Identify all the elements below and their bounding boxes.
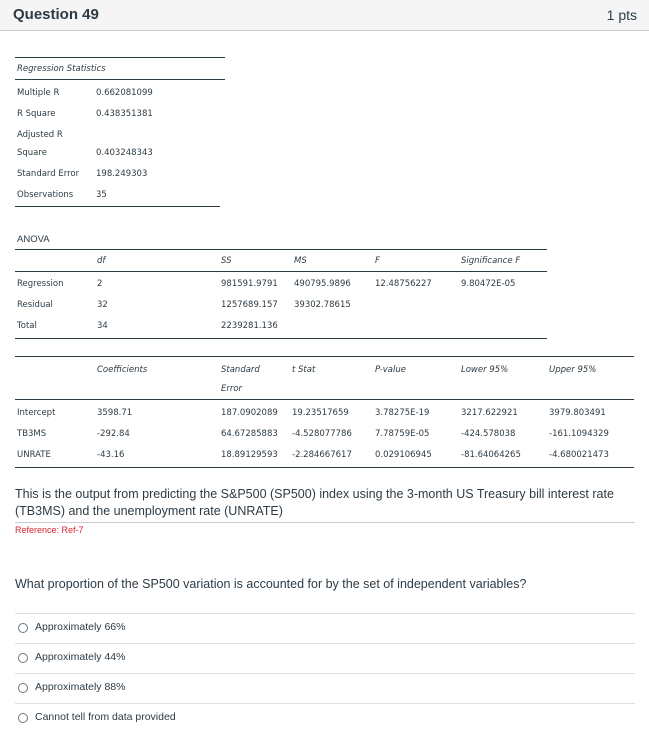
coef-header-coefficients: Coefficients (97, 365, 148, 375)
coef-header-upper: Upper 95% (549, 365, 597, 375)
coef-lower: -81.64064265 (461, 450, 521, 460)
anova-df: 34 (97, 321, 108, 331)
coef-se: 187.0902089 (221, 408, 278, 418)
radio-button[interactable] (18, 713, 28, 723)
anova-sig: 9.80472E-05 (461, 279, 516, 289)
anova-ms: 490795.9896 (294, 279, 351, 289)
coef-t: 19.23517659 (292, 408, 349, 418)
divider (15, 522, 635, 523)
anova-f: 12.48756227 (375, 279, 432, 289)
coef-t: -2.284667617 (292, 450, 352, 460)
coef-header-se-line2: Error (221, 384, 243, 394)
description-line-2: (TB3MS) and the unemployment rate (UNRATE) (15, 504, 283, 518)
anova-header-sig: Significance F (461, 256, 521, 266)
coef-header-se: Standard (221, 365, 260, 375)
anova-header-ss: SS (221, 256, 232, 266)
stat-label: Observations (17, 190, 74, 200)
stat-value: 0.403248343 (96, 148, 153, 158)
answer-option[interactable] (15, 673, 635, 703)
table-rule (15, 206, 220, 207)
coef-upper: 3979.803491 (549, 408, 606, 418)
coef-header-p: P-value (375, 365, 406, 375)
stat-label: R Square (17, 109, 56, 119)
table-rule (15, 249, 547, 250)
stat-value: 35 (96, 190, 107, 200)
stat-value: 0.438351381 (96, 109, 153, 119)
stat-label: Square (17, 148, 47, 158)
stat-value: 0.662081099 (96, 88, 153, 98)
table-rule (15, 79, 225, 80)
radio-button[interactable] (18, 623, 28, 633)
anova-header-f: F (375, 256, 380, 266)
description-line-1: This is the output from predicting the S&P500 (SP500) index using the 3-month US Treasury bill interest rate (15, 487, 614, 501)
coef-header-lower: Lower 95% (461, 365, 509, 375)
answer-option[interactable] (15, 643, 635, 673)
stat-label: Multiple R (17, 88, 60, 98)
anova-ms: 39302.78615 (294, 300, 351, 310)
coef-p: 3.78275E-19 (375, 408, 430, 418)
anova-row-label: Total (17, 321, 37, 331)
anova-df: 2 (97, 279, 103, 289)
anova-ss: 2239281.136 (221, 321, 278, 331)
coef-value: -43.16 (97, 450, 125, 460)
answer-option[interactable] (15, 613, 635, 643)
coef-t: -4.528077786 (292, 429, 352, 439)
stat-value: 198.249303 (96, 169, 148, 179)
coef-row-label: UNRATE (17, 450, 51, 460)
coef-upper: -4.680021473 (549, 450, 609, 460)
anova-df: 32 (97, 300, 108, 310)
table-rule (15, 271, 547, 272)
answer-label[interactable]: Approximately 88% (35, 681, 126, 693)
anova-title: ANOVA (17, 234, 50, 245)
question-header (0, 0, 649, 31)
coef-row-label: TB3MS (17, 429, 47, 439)
radio-button[interactable] (18, 653, 28, 663)
answer-label[interactable]: Cannot tell from data provided (35, 711, 176, 723)
table-rule (15, 356, 634, 357)
question-prompt: What proportion of the SP500 variation is accounted for by the set of independent variables? (15, 577, 527, 591)
question-title: Question 49 (13, 6, 99, 23)
anova-ss: 1257689.157 (221, 300, 278, 310)
coef-upper: -161.1094329 (549, 429, 609, 439)
coef-value: 3598.71 (97, 408, 133, 418)
answer-option[interactable] (15, 703, 635, 733)
radio-button[interactable] (18, 683, 28, 693)
coef-se: 64.67285883 (221, 429, 278, 439)
anova-row-label: Residual (17, 300, 53, 310)
answer-label[interactable]: Approximately 66% (35, 621, 126, 633)
answer-label[interactable]: Approximately 44% (35, 651, 126, 663)
stat-label: Standard Error (17, 169, 80, 179)
table-rule (15, 467, 634, 468)
anova-ss: 981591.9791 (221, 279, 278, 289)
coef-p: 0.029106945 (375, 450, 432, 460)
table-rule (15, 57, 225, 58)
anova-header-ms: MS (294, 256, 307, 266)
question-description (15, 486, 640, 520)
coef-p: 7.78759E-05 (375, 429, 430, 439)
reference-link[interactable]: Reference: Ref-7 (15, 525, 84, 535)
anova-row-label: Regression (17, 279, 64, 289)
question-points: 1 pts (606, 7, 637, 23)
coef-value: -292.84 (97, 429, 130, 439)
coef-header-t: t Stat (292, 365, 316, 375)
coef-se: 18.89129593 (221, 450, 278, 460)
coef-lower: 3217.622921 (461, 408, 518, 418)
coef-row-label: Intercept (17, 408, 56, 418)
stat-label: Adjusted R (17, 130, 63, 140)
regression-stats-title: Regression Statistics (17, 64, 106, 74)
anova-header-df: df (97, 256, 106, 266)
table-rule (15, 338, 547, 339)
table-rule (15, 399, 634, 400)
coef-lower: -424.578038 (461, 429, 516, 439)
